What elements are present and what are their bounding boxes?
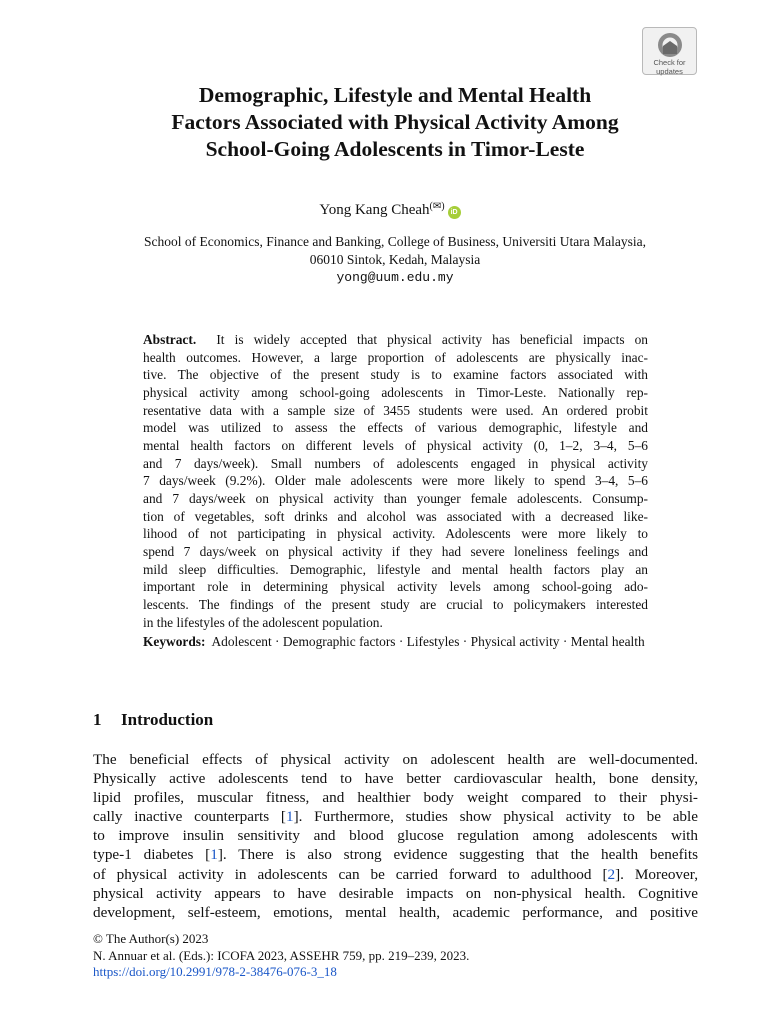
section-title: Introduction bbox=[121, 710, 214, 729]
orcid-icon[interactable]: iD bbox=[448, 206, 461, 219]
abstract-line: tion of vegetables, soft drinks and alcohol was associated with a decreased like- bbox=[143, 508, 648, 524]
author-line bbox=[0, 201, 768, 219]
keywords-text: Adolescent · Demographic factors · Lifestyles · Physical activity · Mental health bbox=[211, 634, 645, 649]
keywords bbox=[143, 633, 648, 651]
title-line: Factors Associated with Physical Activity Among bbox=[171, 110, 619, 134]
abstract-line: lescents. The findings of the present study are crucial to policymakers interested bbox=[143, 596, 648, 612]
abstract-line bbox=[143, 331, 648, 349]
copyright: © The Author(s) 2023 bbox=[93, 931, 209, 946]
check-for-updates-badge[interactable] bbox=[642, 27, 697, 75]
abstract-line: and 7 days/week). Small numbers of adolescents engaged in physical activity bbox=[143, 455, 648, 471]
badge-text-line1: Check for bbox=[653, 58, 686, 67]
abstract-line: tive. The objective of the present study is to examine factors associated with bbox=[143, 367, 648, 383]
body-line bbox=[93, 865, 698, 884]
body-text-segment: type-1 diabetes [ bbox=[93, 846, 211, 864]
doi-link[interactable]: https://doi.org/10.2991/978-2-38476-076-3_18 bbox=[93, 964, 337, 979]
abstract-line: in the lifestyles of the adolescent population. bbox=[143, 614, 383, 630]
citation-info: N. Annuar et al. (Eds.): ICOFA 2023, ASSEHR 759, pp. 219–239, 2023. bbox=[93, 947, 470, 963]
author-email[interactable]: yong@uum.edu.my bbox=[336, 270, 454, 285]
body-text-segment: ]. Moreover, bbox=[615, 865, 699, 883]
section-heading bbox=[93, 710, 213, 730]
body-line bbox=[93, 845, 698, 864]
abstract-line: model was utilized to assess the effects of various demographic, lifestyle and bbox=[143, 420, 648, 436]
introduction-body bbox=[93, 750, 698, 922]
abstract-line: spend 7 days/week on physical activity if they had severe loneliness feelings and bbox=[143, 543, 648, 559]
author-name: Yong Kang Cheah bbox=[319, 202, 430, 218]
citation-link[interactable]: 2 bbox=[607, 865, 616, 883]
body-line: physical activity appears to have desirable impacts on non-physical health. Cognitive bbox=[93, 884, 698, 902]
citation-link[interactable]: 1 bbox=[210, 846, 218, 864]
title-line: Demographic, Lifestyle and Mental Health bbox=[198, 83, 592, 107]
body-line bbox=[93, 807, 698, 826]
abstract-text: It is widely accepted that physical activity has beneficial impacts on bbox=[216, 332, 648, 347]
body-text-segment: ]. There is also strong evidence suggesting that the health benefits bbox=[217, 846, 698, 864]
check-for-updates-icon bbox=[657, 32, 683, 58]
abstract bbox=[143, 331, 648, 631]
keywords-label: Keywords: bbox=[143, 634, 206, 649]
title-line: School-Going Adolescents in Timor-Leste bbox=[205, 137, 585, 161]
badge-text-line2: updates bbox=[656, 67, 683, 76]
abstract-label: Abstract. bbox=[143, 332, 197, 347]
paper-title bbox=[60, 82, 730, 163]
abstract-line: health outcomes. However, a large proportion of adolescents are physically inac- bbox=[143, 349, 648, 365]
body-line: development, self-esteem, emotions, mental health, academic performance, and positive bbox=[93, 903, 698, 921]
body-line: The beneficial effects of physical activity on adolescent health are well-documented. bbox=[93, 751, 698, 768]
footer bbox=[93, 931, 469, 981]
abstract-line: mild sleep difficulties. Demographic, lifestyle and mental health factors play an bbox=[143, 561, 648, 577]
abstract-line: important role in determining physical activity levels among school-going ado- bbox=[143, 579, 648, 595]
body-line: Physically active adolescents tend to have better cardiovascular health, bone density, bbox=[93, 770, 698, 788]
affiliation-line: School of Economics, Finance and Banking, College of Business, Universiti Utara Malaysia, bbox=[143, 234, 647, 249]
body-line: lipid profiles, muscular fitness, and healthier body weight compared to their physi- bbox=[93, 789, 698, 807]
affiliation-line: 06010 Sintok, Kedah, Malaysia bbox=[309, 252, 481, 267]
envelope-icon[interactable]: (✉) bbox=[429, 201, 445, 212]
citation-link[interactable]: 1 bbox=[285, 808, 294, 826]
body-text-segment: cally inactive counterparts [ bbox=[93, 808, 286, 826]
body-text-segment: of physical activity in adolescents can be carried forward to adulthood [ bbox=[93, 865, 608, 883]
section-number: 1 bbox=[93, 710, 102, 729]
abstract-line: 7 days/week (9.2%). Older male adolescents were more likely to spend 3–4, 5–6 bbox=[143, 473, 648, 489]
body-text-segment: ]. Furthermore, studies show physical activity to be able bbox=[293, 808, 698, 826]
abstract-line: resentative data with a sample size of 3455 students were used. An ordered probit bbox=[143, 402, 648, 418]
affiliation bbox=[90, 233, 700, 269]
abstract-line: physical activity among school-going adolescents in Timor-Leste. Nationally rep- bbox=[143, 384, 648, 400]
abstract-line: mental health factors on different levels of physical activity (0, 1–2, 3–4, 5–6 bbox=[143, 437, 648, 453]
abstract-line: and 7 days/week on physical activity than younger female adolescents. Consump- bbox=[143, 490, 648, 506]
body-line: to improve insulin sensitivity and blood glucose regulation among adolescents with bbox=[93, 827, 698, 845]
abstract-line: lihood of not participating in physical activity. Adolescents were more likely to bbox=[143, 526, 648, 542]
